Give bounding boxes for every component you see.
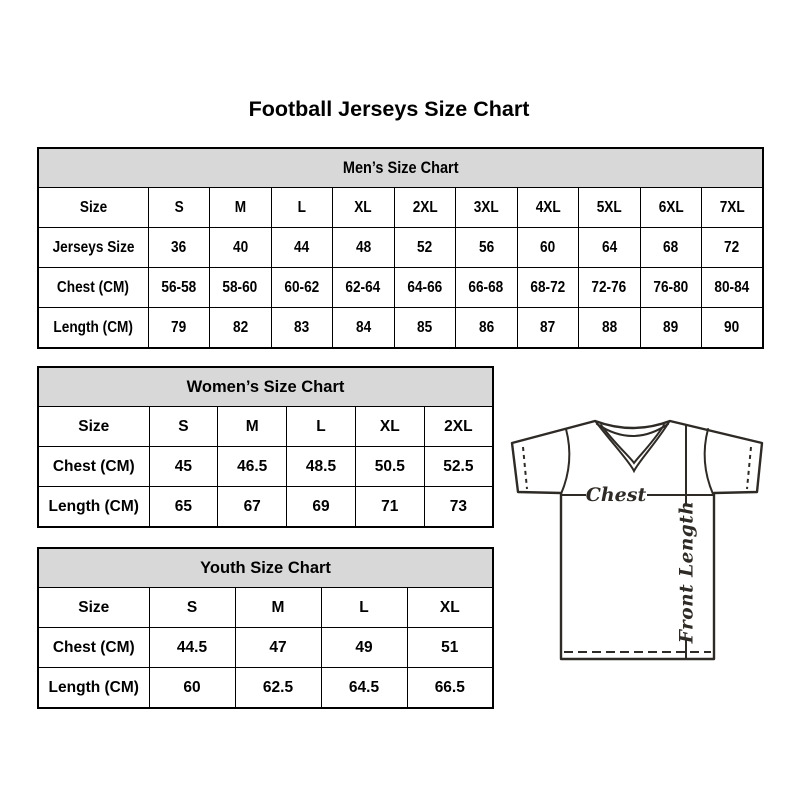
row-label-cell: Chest (CM) (38, 628, 149, 668)
value-cell: 5XL (579, 188, 641, 228)
table-header-row (38, 148, 763, 188)
chest-label: Chest (585, 484, 647, 506)
value-cell: 4XL (517, 188, 579, 228)
value-cell: 82 (210, 308, 272, 349)
row-label-cell: Chest (CM) (38, 447, 149, 487)
value-cell: 3XL (456, 188, 518, 228)
value-cell: 36 (148, 228, 210, 268)
value-cell: XL (355, 407, 424, 447)
value-cell: 85 (394, 308, 456, 349)
value-cell: XL (407, 588, 493, 628)
youth-size-chart-table (37, 547, 494, 709)
value-cell: M (218, 407, 287, 447)
table-title-womens: Women’s Size Chart (38, 367, 493, 407)
jersey-measurement-diagram (505, 412, 773, 670)
value-cell: 71 (355, 487, 424, 528)
value-cell: 66.5 (407, 668, 493, 709)
value-cell: 48.5 (287, 447, 356, 487)
value-cell: 69 (287, 487, 356, 528)
value-cell: 84 (333, 308, 395, 349)
value-cell: 52 (394, 228, 456, 268)
value-cell: 50.5 (355, 447, 424, 487)
womens-size-chart-table (37, 366, 494, 528)
value-cell: 2XL (424, 407, 493, 447)
row-label-cell: Size (38, 407, 149, 447)
jersey-outline (512, 421, 762, 659)
value-cell: 80-84 (702, 268, 764, 308)
row-label-cell: Chest (CM) (38, 268, 148, 308)
value-cell: L (271, 188, 333, 228)
value-cell: 72 (702, 228, 764, 268)
table-row (38, 447, 493, 487)
value-cell: 2XL (394, 188, 456, 228)
table-header-row (38, 367, 493, 407)
value-cell: 44.5 (149, 628, 235, 668)
row-label-cell: Jerseys Size (38, 228, 148, 268)
value-cell: 45 (149, 447, 218, 487)
row-label-cell: Size (38, 588, 149, 628)
table-row (38, 228, 763, 268)
value-cell: L (321, 588, 407, 628)
row-label-cell: Size (38, 188, 148, 228)
value-cell: M (210, 188, 272, 228)
value-cell: 66-68 (456, 268, 518, 308)
value-cell: 64 (579, 228, 641, 268)
value-cell: 64-66 (394, 268, 456, 308)
value-cell: 62-64 (333, 268, 395, 308)
value-cell: 62.5 (235, 668, 321, 709)
value-cell: 51 (407, 628, 493, 668)
value-cell: 58-60 (210, 268, 272, 308)
mens-size-chart-table (37, 147, 764, 349)
value-cell: 73 (424, 487, 493, 528)
row-label-cell: Length (CM) (38, 308, 148, 349)
value-cell: 64.5 (321, 668, 407, 709)
value-cell: 67 (218, 487, 287, 528)
table-row (38, 188, 763, 228)
value-cell: 44 (271, 228, 333, 268)
value-cell: 60-62 (271, 268, 333, 308)
value-cell: 65 (149, 487, 218, 528)
table-row (38, 668, 493, 709)
table-row (38, 628, 493, 668)
table-row (38, 308, 763, 349)
value-cell: 60 (149, 668, 235, 709)
value-cell: 46.5 (218, 447, 287, 487)
value-cell: 56-58 (148, 268, 210, 308)
value-cell: 88 (579, 308, 641, 349)
value-cell: 40 (210, 228, 272, 268)
value-cell: L (287, 407, 356, 447)
value-cell: 47 (235, 628, 321, 668)
value-cell: 6XL (640, 188, 702, 228)
table-title-mens: Men’s Size Chart (38, 148, 763, 188)
value-cell: S (149, 588, 235, 628)
table-row (38, 407, 493, 447)
value-cell: 76-80 (640, 268, 702, 308)
value-cell: 68 (640, 228, 702, 268)
value-cell: 68-72 (517, 268, 579, 308)
table-row (38, 588, 493, 628)
front-length-label: Front Length (676, 500, 698, 644)
value-cell: 83 (271, 308, 333, 349)
row-label-cell: Length (CM) (38, 668, 149, 709)
value-cell: 49 (321, 628, 407, 668)
value-cell: 60 (517, 228, 579, 268)
row-label-cell: Length (CM) (38, 487, 149, 528)
value-cell: XL (333, 188, 395, 228)
value-cell: S (148, 188, 210, 228)
value-cell: M (235, 588, 321, 628)
page-title: Football Jerseys Size Chart (248, 97, 530, 121)
value-cell: 87 (517, 308, 579, 349)
table-title-youth: Youth Size Chart (38, 548, 493, 588)
table-header-row (38, 548, 493, 588)
value-cell: S (149, 407, 218, 447)
value-cell: 56 (456, 228, 518, 268)
value-cell: 79 (148, 308, 210, 349)
value-cell: 72-76 (579, 268, 641, 308)
value-cell: 90 (702, 308, 764, 349)
value-cell: 7XL (702, 188, 764, 228)
value-cell: 86 (456, 308, 518, 349)
value-cell: 89 (640, 308, 702, 349)
table-row (38, 487, 493, 528)
value-cell: 52.5 (424, 447, 493, 487)
table-row (38, 268, 763, 308)
value-cell: 48 (333, 228, 395, 268)
